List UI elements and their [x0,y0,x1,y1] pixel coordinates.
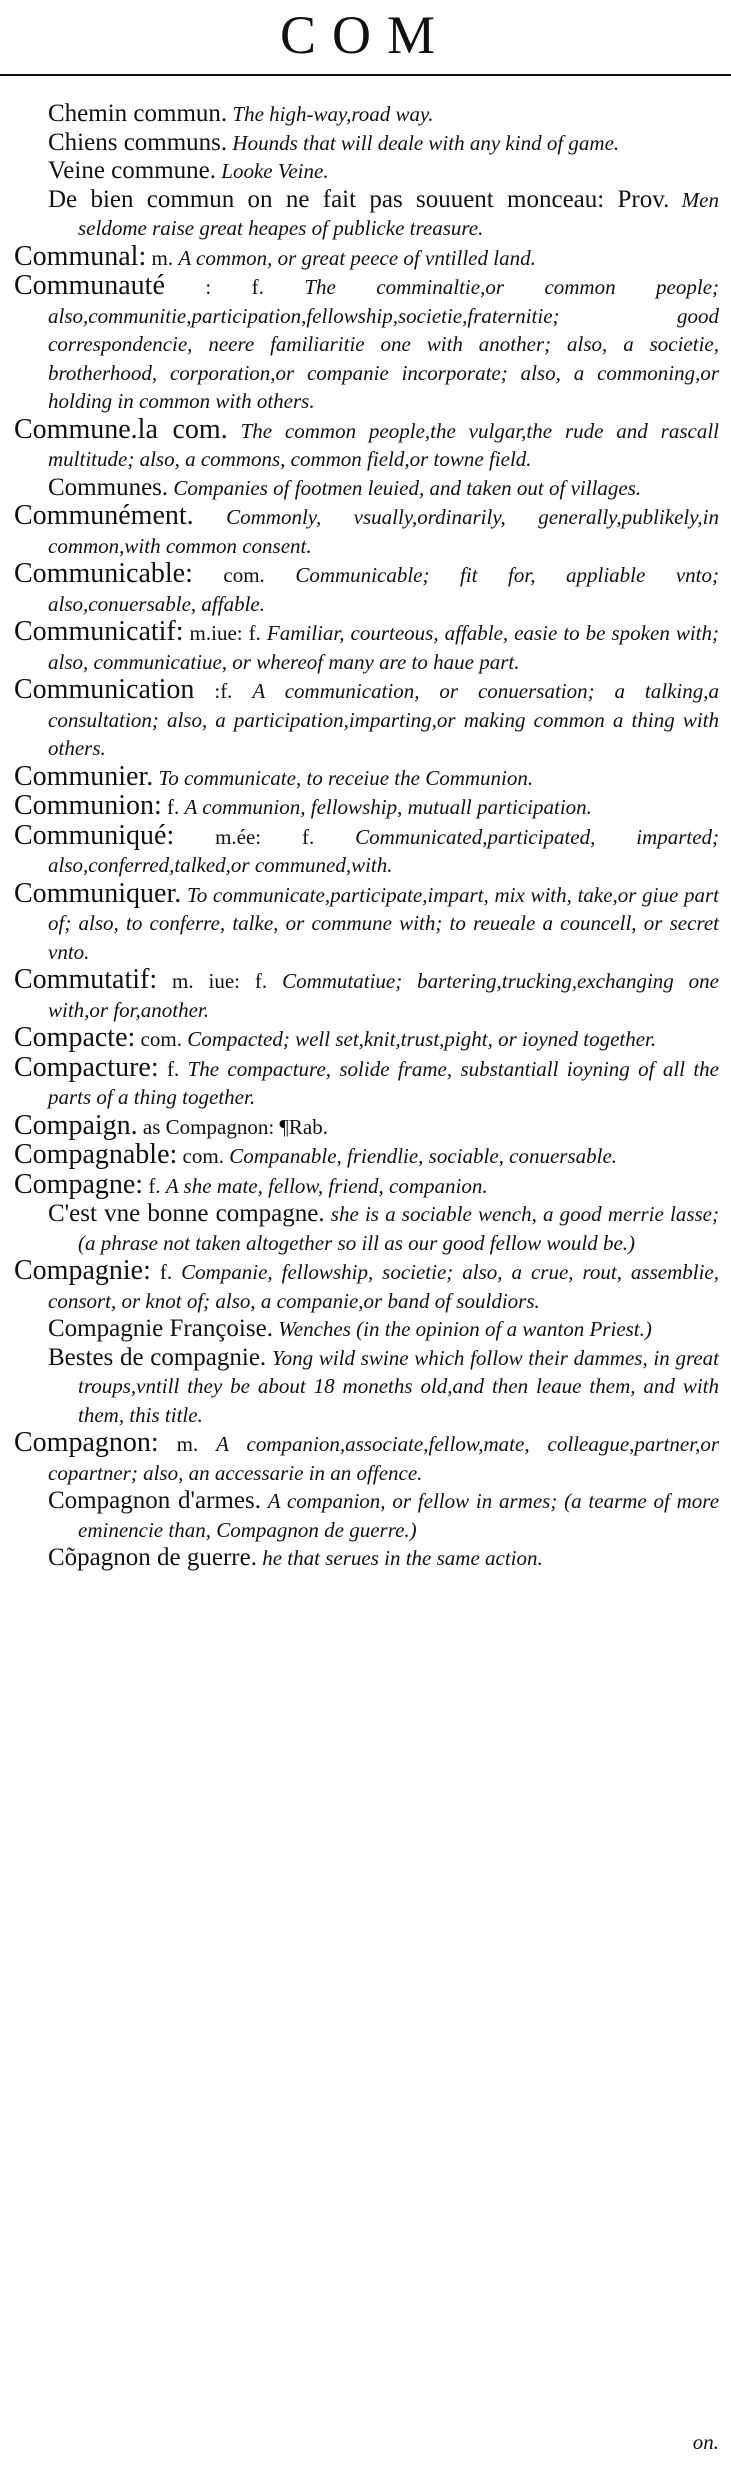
entry-gloss: Hounds that will deale with any kind of game. [232,130,620,155]
dictionary-subentry [0,1487,731,1544]
entry-headword: Bestes de compagnie. [48,1343,267,1371]
dictionary-entry [0,1429,731,1487]
entry-gloss: he that serues in the same action. [262,1546,543,1570]
entry-gloss: To communicate,participate,impart, mix with, take,or giue part of; also, to conferre, talke, or commune with; to reueale a councell, or secret vnto. [48,882,720,964]
entry-headword: Communiqué: [14,819,175,851]
entry-gloss: The common people,the vulgar,the rude and rascall multitude; also, a commons, common field,or towne field. [48,418,719,471]
dictionary-subentry [0,1315,731,1344]
entry-gloss: The high-way,road way. [232,102,434,126]
entry-gloss: Companable, friendlie, sociable, conuersable. [229,1144,618,1168]
entry-grammar: f. [148,1173,161,1198]
entry-headword: Communal: [14,240,147,272]
entry-headword: Cõpagnon de guerre. [48,1544,257,1571]
entry-headword: Communion: [14,790,162,821]
entry-grammar: :f. [214,679,233,703]
entry-grammar: f. [167,795,180,819]
catchword: on. [692,2430,719,2454]
entry-headword: Communément. [14,500,194,531]
entry-headword: Compaign. [14,1109,138,1141]
entry-gloss: A she mate, fellow, friend, companion. [165,1173,488,1198]
dictionary-entry [0,792,731,822]
entry-gloss: Companies of footmen leuied, and taken out of villages. [173,475,642,500]
dictionary-entries [0,100,731,1573]
dictionary-entry [0,618,731,676]
entry-headword: Compagnable: [14,1139,178,1170]
entry-headword: Compagne: [14,1168,144,1200]
entry-grammar: f. [166,1056,180,1081]
dictionary-entry [0,240,731,273]
dictionary-subentry [0,129,731,158]
entry-headword: Communicatif: [14,616,184,647]
dictionary-entry [0,1051,731,1112]
entry-grammar: m. [176,1432,199,1456]
entry-gloss: The compacture, solide frame, substantiall ioyning of all the parts of a thing together. [48,1056,719,1109]
running-head: COM [279,5,452,65]
entry-headword: Commutatif: [14,964,158,995]
dictionary-subentry [0,1544,731,1573]
entry-grammar: : f. [205,275,264,299]
entry-grammar: m.iue: f. [189,621,261,645]
entry-grammar: com. [223,563,265,587]
entry-headword: C'est vne bonne compagne. [48,1200,325,1227]
entry-gloss: Looke Veine. [221,159,329,183]
entry-gloss: Men seldome raise great heapes of publicke treasure. [78,187,719,240]
entry-grammar: com. [140,1027,182,1051]
page-header [0,0,731,80]
entry-gloss: Commutatiue; bartering,trucking,exchanging one with,or for,another. [48,969,720,1022]
dictionary-subentry [0,100,731,129]
entry-gloss: Wenches (in the opinion of a wanton Priest.) [278,1317,652,1341]
entry-headword: Compagnie: [14,1255,151,1286]
dictionary-entry [0,877,731,967]
dictionary-entry [0,966,731,1024]
entry-headword: Communier. [14,760,154,792]
entry-headword: Chemin commun. [48,100,228,127]
entry-gloss: To communicate, to receiue the Communion. [158,765,534,790]
dictionary-entry [0,760,731,793]
entry-grammar: m. iue: f. [172,969,268,993]
entry-headword: Communes. [48,473,169,501]
dictionary-subentry [0,1344,731,1430]
dictionary-entry [0,676,731,763]
dictionary-entry [0,502,731,560]
entry-headword: Chiens communs. [48,128,228,156]
entry-grammar: com. [182,1144,224,1168]
dictionary-entry [0,272,731,416]
entry-headword: Compagnon d'armes. [48,1487,261,1514]
entry-gloss: A companion, or fellow in armes; (a tearme of more eminencie than, Compagnon de guerre.) [78,1489,720,1542]
entry-gloss: Companie, fellowship, societie; also, a crue, rout, assemblie, consort, or knot of; also, a companie,or band of souldiors. [48,1260,719,1313]
entry-headword: Compagnon: [14,1427,159,1458]
dictionary-entry [0,819,731,880]
entry-headword: Compacture: [14,1051,159,1083]
dictionary-subentry [0,157,731,186]
header-rule [0,74,731,76]
dictionary-entry [0,1141,731,1171]
entry-gloss: Communicable; fit for, appliable vnto; also,conuersable, affable. [48,563,719,616]
entry-gloss: A communion, fellowship, mutuall participation. [184,795,592,819]
entry-grammar: as Compagnon: ¶Rab. [142,1114,329,1139]
entry-gloss: Compacted; well set,knit,trust,pight, or ioyned together. [187,1027,657,1051]
dictionary-subentry [0,1200,731,1257]
entry-gloss: Familiar, courteous, affable, easie to be spoken with; also, communicatiue, or whereof many are to haue part. [48,621,720,674]
entry-headword: Communication [14,674,195,705]
entry-gloss: A communication, or conuersation; a talking,a consultation; also, a participation,imparting,or making common a thing with others. [48,679,720,760]
entry-grammar: f. [159,1260,173,1284]
entry-headword: Communauté [14,270,165,301]
entry-headword: Communicable: [14,558,193,589]
dictionary-entry [0,1257,731,1315]
entry-gloss: A common, or great peece of vntilled land. [178,245,536,270]
entry-headword: Veine commune. [48,157,217,184]
entry-gloss: Communicated,participated, imparted; also,conferred,talked,or communed,with. [48,824,720,877]
dictionary-entry [0,1168,731,1201]
entry-grammar: m.ée: f. [215,824,315,849]
entry-headword: Commune.la com. [14,413,228,445]
dictionary-entry [0,1024,731,1054]
entry-grammar: m. [151,245,174,270]
entry-gloss: A companion,associate,fellow,mate, colleague,partner,or copartner; also, an accessarie in an offence. [48,1432,720,1485]
dictionary-subentry [0,186,731,243]
dictionary-subentry [0,474,731,503]
entry-headword: Communiquer. [14,877,182,909]
entry-headword: De bien commun on ne fait pas souuent monceau: Prov. [48,185,670,213]
dictionary-entry [0,1109,731,1142]
entry-gloss: Yong wild swine which follow their dammes, in great troups,vntill they be about 18 moneths old,and then leaue them, and with them, this title. [78,1345,719,1427]
entry-gloss: she is a sociable wench, a good merrie lasse; (a phrase not taken altogether so ill as our good fellow would be.) [78,1202,719,1255]
entry-headword: Compagnie Françoise. [48,1315,273,1342]
dictionary-entry [0,413,731,474]
entry-headword: Compacte: [14,1022,136,1053]
dictionary-entry [0,560,731,618]
entry-gloss: Commonly, vsually,ordinarily, generally,publikely,in common,with common consent. [48,505,719,558]
entry-gloss: The comminaltie,or common people; also,communitie,participation,fellowship,societie,fraternitie; good correspondencie, neere familiaritie one with another; also, a societie, brotherhood, corporation,or companie incorporate; also, a commoning,or holding in common with others. [48,275,720,413]
